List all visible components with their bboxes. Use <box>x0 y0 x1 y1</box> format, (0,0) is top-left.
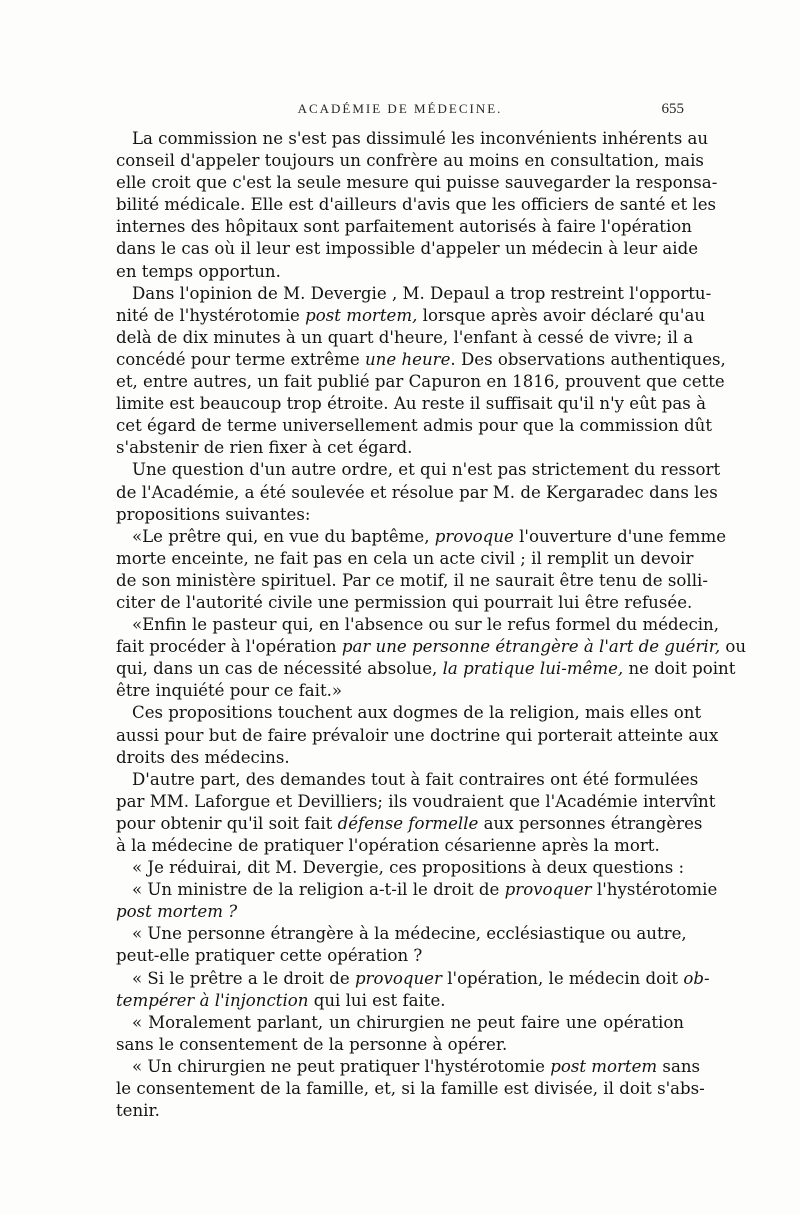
text-line <box>116 923 687 945</box>
text-segment: Dans l'opinion de M. Devergie , M. Depaul a trop restreint l'opportu- <box>132 283 712 303</box>
italic-text: provoque <box>434 526 514 546</box>
text-segment: cet égard de terme universellement admis pour que la commission dût <box>116 416 713 436</box>
text-line <box>116 305 706 327</box>
text-segment: La commission ne s'est pas dissimulé les inconvénients inhérents au <box>132 129 709 148</box>
italic-text: post mortem ? <box>116 902 238 922</box>
italic-text: provoquer <box>504 880 592 900</box>
italic-text: une heure <box>365 349 451 369</box>
text-segment: être inquiété pour ce fait.» <box>116 681 343 701</box>
text-segment: sans <box>657 1056 701 1076</box>
text-segment: dans le cas où il leur est impossible d'appeler un médecin à leur aide <box>116 239 699 259</box>
italic-text: post mortem <box>550 1056 658 1076</box>
text-line <box>116 283 712 305</box>
text-line <box>116 393 706 415</box>
text-segment: propositions suivantes: <box>116 504 311 524</box>
text-segment: morte enceinte, ne fait pas en cela un acte civil ; il remplit un devoir <box>116 548 694 568</box>
text-line <box>116 857 684 879</box>
body-text <box>116 128 747 1122</box>
text-segment: l'opération, le médecin doit <box>441 968 684 988</box>
text-line <box>116 526 727 548</box>
text-segment: internes des hôpitaux sont parfaitement autorisés à faire l'opération <box>116 217 692 237</box>
text-segment: peut-elle pratiquer cette opération ? <box>116 946 423 966</box>
text-segment: de l'Académie, a été soulevée et résolue par M. de Kergaradec dans les <box>116 482 718 502</box>
text-segment: en temps opportun. <box>116 261 281 281</box>
text-line <box>116 128 709 150</box>
text-line <box>116 901 684 923</box>
text-segment: « Je réduirai, dit M. Devergie, ces propositions à deux questions : <box>132 858 685 878</box>
text-line <box>116 1078 705 1100</box>
text-segment: concédé pour terme extrême <box>116 349 365 369</box>
text-segment: par MM. Laforgue et Devilliers; ils voudraient que l'Académie intervînt <box>116 791 716 811</box>
text-line <box>116 482 718 504</box>
text-segment: tenir. <box>116 1101 160 1121</box>
text-line <box>116 349 726 371</box>
text-line <box>116 968 710 990</box>
text-segment: à la médecine de pratiquer l'opération césarienne après la mort. <box>116 836 660 855</box>
text-segment: et, entre autres, un fait publié par Capuron en 1816, prouvent que cette <box>116 372 725 392</box>
text-segment: « Si le prêtre a le droit de <box>132 968 355 988</box>
text-segment: D'autre part, des demandes tout à fait contraires ont été formulées <box>132 769 699 789</box>
text-line <box>116 570 708 592</box>
italic-text: provoquer <box>354 968 442 988</box>
text-line <box>116 1034 684 1056</box>
text-segment: «Le prêtre qui, en vue du baptême, <box>132 526 435 546</box>
text-line <box>116 194 717 216</box>
text-segment: ou <box>720 637 747 657</box>
text-line <box>116 238 699 260</box>
text-segment: conseil d'appeler toujours un confrère au moins en consultation, mais <box>116 151 704 171</box>
italic-text: tempérer à l'injonction <box>116 990 309 1010</box>
text-segment: bilité médicale. Elle est d'ailleurs d'avis que les officiers de santé et les <box>116 195 717 215</box>
running-title: ACADÉMIE DE MÉDECINE. <box>297 101 503 116</box>
text-segment: ne doit point <box>623 659 736 679</box>
italic-text: défense formelle <box>337 813 479 833</box>
page-number: 655 <box>661 101 684 117</box>
text-segment: aussi pour but de faire prévaloir une doctrine qui porterait atteinte aux <box>116 725 719 745</box>
text-line <box>116 680 684 702</box>
text-segment: « Moralement parlant, un chirurgien ne peut faire une opération <box>132 1012 684 1032</box>
italic-text: ob- <box>683 968 710 988</box>
text-line <box>116 216 692 238</box>
text-line <box>116 614 720 636</box>
text-segment: qui lui est faite. <box>308 990 446 1010</box>
text-line <box>116 769 699 791</box>
text-line <box>116 990 684 1012</box>
text-line <box>116 636 747 658</box>
italic-text: par une personne étrangère à l'art de guérir, <box>341 637 721 657</box>
text-line <box>116 791 716 813</box>
page-header <box>116 101 684 123</box>
text-segment: «Enfin le pasteur qui, en l'absence ou sur le refus formel du médecin, <box>132 615 720 635</box>
text-segment: le consentement de la famille, et, si la famille est divisée, il doit s'abs- <box>116 1079 705 1099</box>
text-segment: citer de l'autorité civile une permission qui pourrait lui être refusée. <box>116 592 693 612</box>
text-line <box>116 172 718 194</box>
italic-text: la pratique lui-même, <box>442 659 624 679</box>
text-line <box>116 725 719 747</box>
text-line <box>116 879 718 901</box>
text-line <box>116 1056 701 1078</box>
text-line <box>116 945 684 967</box>
text-segment: fait procéder à l'opération <box>116 637 342 657</box>
text-line <box>116 415 713 437</box>
text-line <box>116 261 684 283</box>
text-segment: Ces propositions touchent aux dogmes de la religion, mais elles ont <box>132 703 702 723</box>
text-segment: s'abstenir de rien fixer à cet égard. <box>116 438 413 458</box>
text-line <box>116 835 684 857</box>
text-segment: « Un ministre de la religion a-t-il le droit de <box>132 880 505 900</box>
italic-text: post mortem, <box>305 305 418 325</box>
text-segment: l'hystérotomie <box>591 880 718 900</box>
text-line <box>116 592 693 614</box>
text-segment: « Un chirurgien ne peut pratiquer l'hystérotomie <box>132 1056 551 1076</box>
text-segment: qui, dans un cas de nécessité absolue, <box>116 659 443 679</box>
text-line <box>116 150 704 172</box>
text-segment: de son ministère spirituel. Par ce motif, il ne saurait être tenu de solli- <box>116 570 708 590</box>
text-segment: sans le consentement de la personne à opérer. <box>116 1034 508 1054</box>
text-segment: l'ouverture d'une femme <box>513 526 727 546</box>
text-segment: Une question d'un autre ordre, et qui n'est pas strictement du ressort <box>132 460 721 480</box>
text-segment: aux personnes étrangères <box>478 813 703 833</box>
text-segment: nité de l'hystérotomie <box>116 305 306 325</box>
text-segment: lorsque après avoir déclaré qu'au <box>417 305 706 325</box>
text-line <box>116 702 702 724</box>
text-segment: droits des médecins. <box>116 747 290 767</box>
text-line <box>116 371 725 393</box>
text-segment: delà de dix minutes à un quart d'heure, l'enfant à cessé de vivre; il a <box>116 327 694 347</box>
text-line <box>116 658 736 680</box>
text-segment: « Une personne étrangère à la médecine, ecclésiastique ou autre, <box>132 924 687 944</box>
text-segment: limite est beaucoup trop étroite. Au reste il suffisait qu'il n'y eût pas à <box>116 394 706 414</box>
text-line <box>116 813 703 835</box>
text-line <box>116 327 694 349</box>
text-segment: . Des observations authentiques, <box>450 349 726 369</box>
text-segment: pour obtenir qu'il soit fait <box>116 813 338 833</box>
text-segment: elle croit que c'est la seule mesure qui puisse sauvegarder la responsa- <box>116 173 718 193</box>
text-line <box>116 437 684 459</box>
text-line <box>116 1100 684 1122</box>
text-line <box>116 504 684 526</box>
text-line <box>116 548 694 570</box>
text-line <box>116 1012 684 1034</box>
text-line <box>116 459 721 481</box>
text-line <box>116 747 684 769</box>
